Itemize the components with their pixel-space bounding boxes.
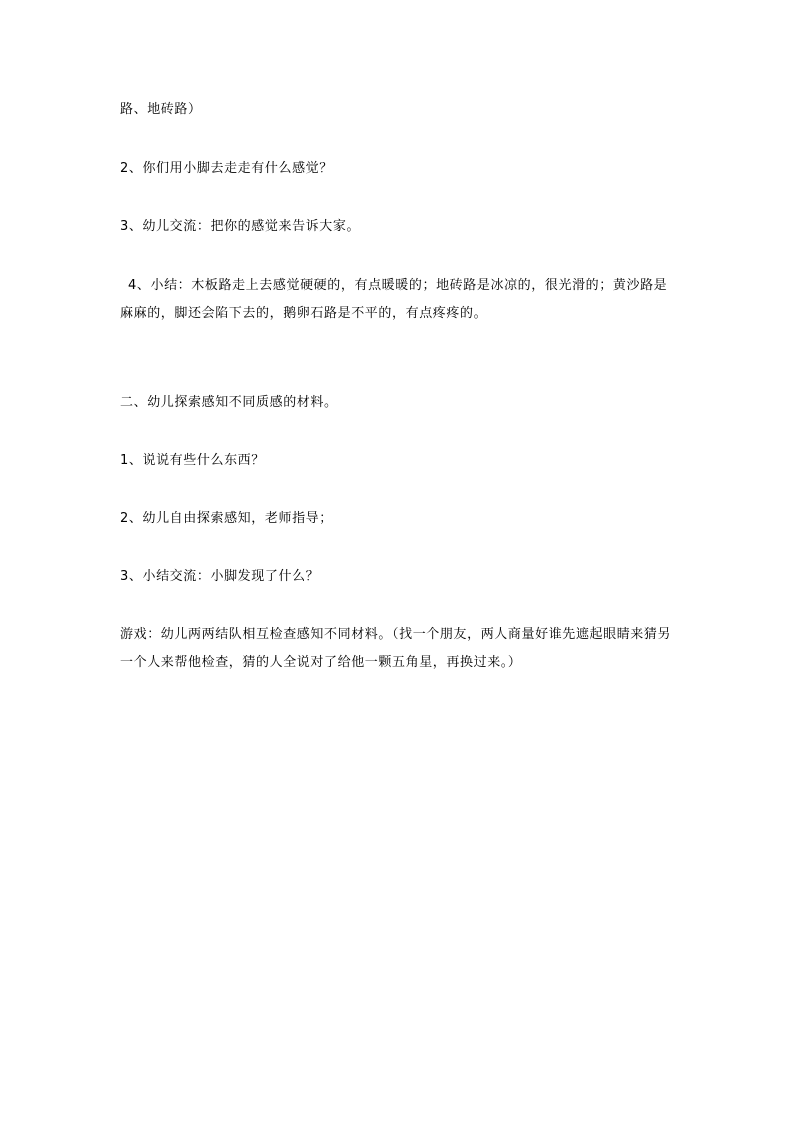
paragraph-summary-discovery: 3、小结交流：小脚发现了什么？: [120, 569, 320, 584]
paragraph-summary-roads: 4、小结：木板路走上去感觉硬硬的，有点暖暖的；地砖路是冰凉的，很光滑的；黄沙路是麻麻的，脚还会陷下去的，鹅卵石路是不平的，有点疼疼的。: [120, 278, 668, 321]
paragraph-children-share: 3、幼儿交流：把你的感觉来告诉大家。: [120, 219, 361, 234]
paragraph-game: 游戏：幼儿两两结队相互检查感知不同材料。（找一个朋友，两人商量好谁先遮起眼睛来猜另一个人来帮他检查，猜的人全说对了给他一颗五角星，再换过来。）: [120, 627, 672, 670]
paragraph-question-feeling: 2、你们用小脚去走走有什么感觉？: [120, 161, 333, 176]
paragraph-what-items: 1、说说有些什么东西？: [120, 453, 265, 468]
paragraph-free-exploration: 2、幼儿自由探索感知，老师指导；: [120, 511, 333, 526]
paragraph-road-types-end: 路、地砖路）: [120, 102, 202, 117]
section-heading-explore-materials: 二、幼儿探索感知不同质感的材料。: [120, 395, 338, 410]
